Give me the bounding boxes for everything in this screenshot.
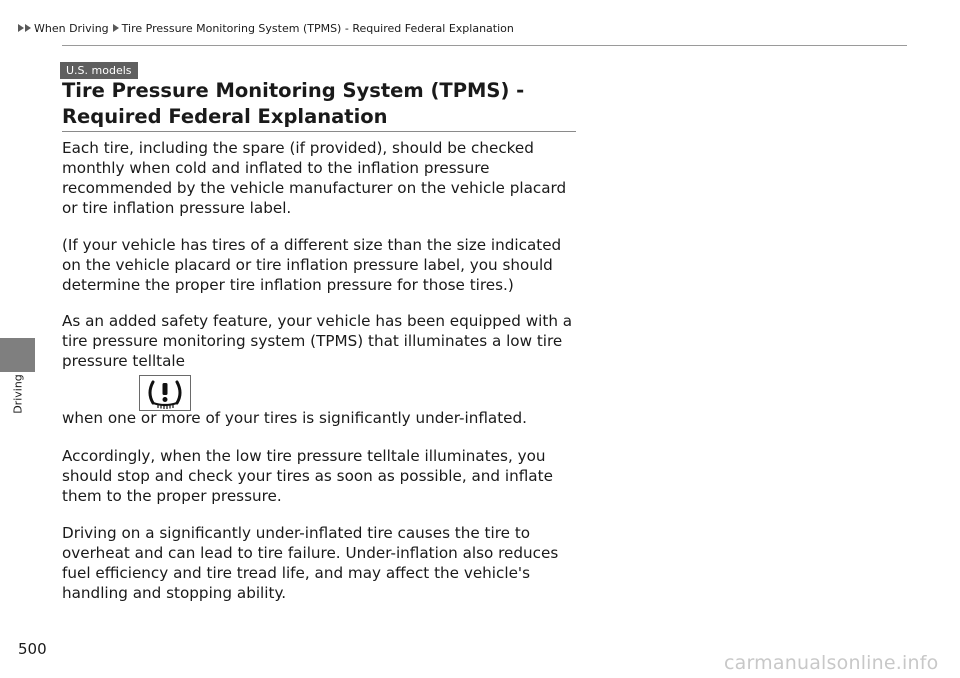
paragraph: Each tire, including the spare (if provided), should be checked monthly when cold and inflated to the inflation pressure recommended by the vehicle manufacturer on the vehicle placard or tire inflation pressure label.	[62, 139, 567, 217]
paragraph: (If your vehicle has tires of a different size than the size indicated on the vehicle placard or tire inflation pressure label, you should determine the proper tire inflation pressure for those tires.)	[62, 236, 562, 294]
title-divider	[62, 131, 576, 132]
breadcrumb-item[interactable]: When Driving	[34, 21, 109, 35]
paragraph: Driving on a significantly under-inflated tire causes the tire to overheat and can lead to tire failure. Under-inflation also reduces fuel efficiency and tire tread life, and may affect the vehicle's handling and stopping ability.	[62, 524, 559, 602]
breadcrumb-item[interactable]: Tire Pressure Monitoring System (TPMS) - Required Federal Explanation	[121, 21, 514, 35]
paragraph: As an added safety feature, your vehicle has been equipped with a tire pressure monitoring system (TPMS) that illuminates a low tire pressure telltale	[62, 312, 573, 370]
breadcrumb-arrow-icon	[25, 24, 31, 32]
low-tire-pressure-telltale-icon	[139, 375, 191, 411]
chapter-tab-marker	[0, 338, 35, 372]
paragraph: Accordingly, when the low tire pressure telltale illuminates, you should stop and check your tires as soon as possible, and inflate them to the proper pressure.	[62, 447, 553, 505]
paragraph: when one or more of your tires is significantly under-inflated.	[62, 409, 527, 427]
page-number: 500	[18, 640, 47, 658]
watermark: carmanualsonline.info	[724, 652, 939, 674]
breadcrumb-arrow-icon	[18, 24, 24, 32]
breadcrumb-arrow-icon	[113, 24, 119, 32]
header-divider	[62, 45, 907, 46]
breadcrumb	[18, 20, 514, 36]
model-badge: U.S. models	[60, 62, 138, 79]
chapter-tab-label[interactable]: Driving	[11, 374, 25, 414]
page-title: Tire Pressure Monitoring System (TPMS) - Required Federal Explanation	[62, 79, 525, 128]
